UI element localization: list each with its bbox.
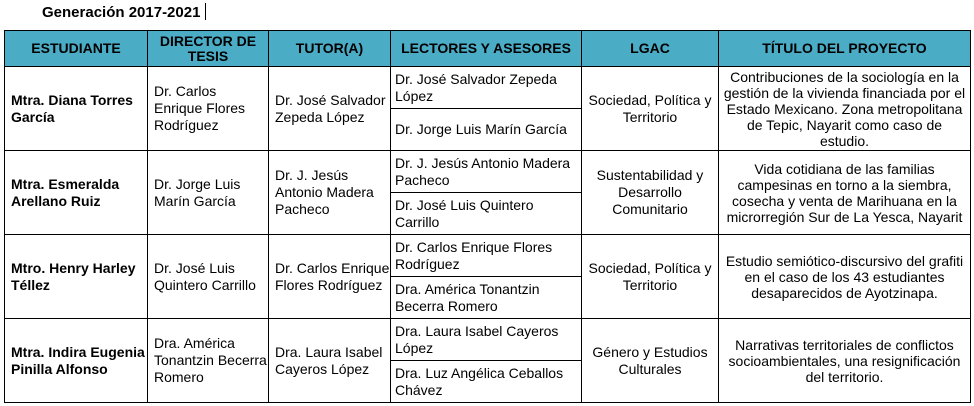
director-cell: Dr. Jorge Luis Marín García <box>148 151 269 235</box>
lgac-cell: Género y Estudios Culturales <box>582 319 719 403</box>
reader-cell: Dra. Laura Isabel Cayeros López <box>391 319 582 361</box>
table-row <box>5 235 971 277</box>
tutor-cell: Dr. Carlos Enrique Flores Rodríguez <box>269 235 391 319</box>
student-cell: Mtra. Diana Torres García <box>5 67 148 151</box>
student-cell: Mtra. Indira Eugenia Pinilla Alfonso <box>5 319 148 403</box>
student-cell: Mtro. Henry Harley Téllez <box>5 235 148 319</box>
tutor-cell: Dr. J. Jesús Antonio Madera Pacheco <box>269 151 391 235</box>
project-cell: Contribuciones de la sociología en la gestión de la vivienda financiada por el Estado Mexicano. Zona metropolitana de Tepic, Nayarit como caso de estudio. <box>719 67 971 151</box>
col-header-readers: LECTORES Y ASESORES <box>391 31 582 67</box>
col-header-director: DIRECTOR DE TESIS <box>148 31 269 67</box>
reader-cell: Dr. Jorge Luis Marín García <box>391 109 582 151</box>
col-header-lgac: LGAC <box>582 31 719 67</box>
generation-heading <box>42 3 206 23</box>
director-cell: Dr. José Luis Quintero Carrillo <box>148 235 269 319</box>
table-row <box>5 151 971 193</box>
reader-cell: Dra. América Tonantzin Becerra Romero <box>391 277 582 319</box>
generation-heading-text: Generación 2017-2021 <box>42 4 201 21</box>
tutor-cell: Dra. Laura Isabel Cayeros López <box>269 319 391 403</box>
table-row <box>5 319 971 361</box>
col-header-student: ESTUDIANTE <box>5 31 148 67</box>
table-row <box>5 67 971 109</box>
lgac-cell: Sustentabilidad y Desarrollo Comunitario <box>582 151 719 235</box>
project-cell: Narrativas territoriales de conflictos socioambientales, una resignificación del territorio. <box>719 319 971 403</box>
reader-cell: Dra. Luz Angélica Ceballos Chávez <box>391 361 582 403</box>
lgac-cell: Sociedad, Política y Territorio <box>582 67 719 151</box>
reader-cell: Dr. José Salvador Zepeda López <box>391 67 582 109</box>
lgac-cell: Sociedad, Política y Territorio <box>582 235 719 319</box>
reader-cell: Dr. Carlos Enrique Flores Rodríguez <box>391 235 582 277</box>
col-header-project: TÍTULO DEL PROYECTO <box>719 31 971 67</box>
student-cell: Mtra. Esmeralda Arellano Ruiz <box>5 151 148 235</box>
reader-cell: Dr. José Luis Quintero Carrillo <box>391 193 582 235</box>
tutor-cell: Dr. José Salvador Zepeda López <box>269 67 391 151</box>
thesis-table <box>4 30 971 403</box>
director-cell: Dra. América Tonantzin Becerra Romero <box>148 319 269 403</box>
header-row <box>5 31 971 67</box>
project-cell: Estudio semiótico-discursivo del grafiti en el caso de los 43 estudiantes desaparecidos de Ayotzinapa. <box>719 235 971 319</box>
text-cursor <box>205 3 206 20</box>
project-cell: Vida cotidiana de las familias campesinas en torno a la siembra, cosecha y venta de Marihuana en la microrregión Sur de La Yesca, Nayarit <box>719 151 971 235</box>
director-cell: Dr. Carlos Enrique Flores Rodríguez <box>148 67 269 151</box>
reader-cell: Dr. J. Jesús Antonio Madera Pacheco <box>391 151 582 193</box>
col-header-tutor: TUTOR(A) <box>269 31 391 67</box>
